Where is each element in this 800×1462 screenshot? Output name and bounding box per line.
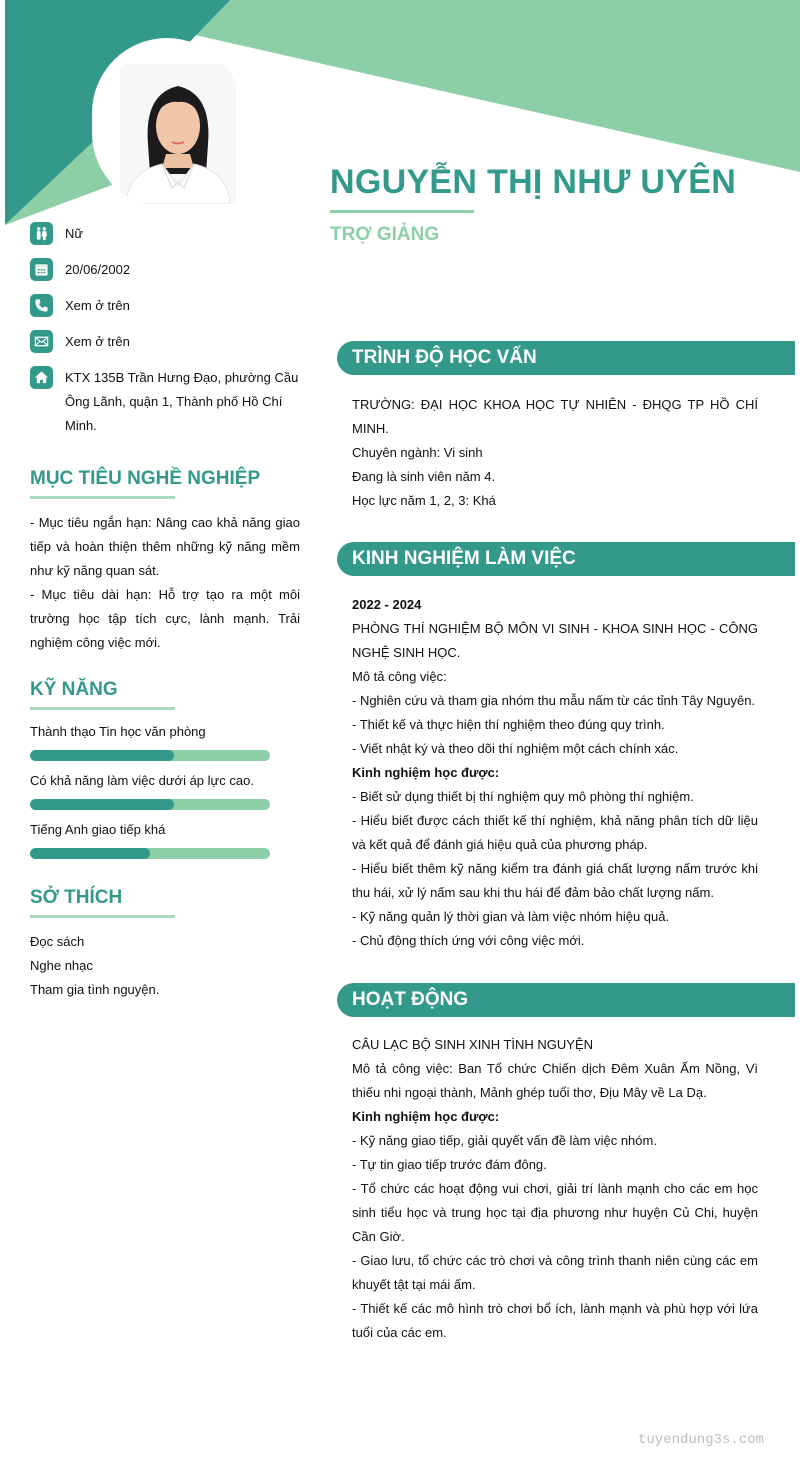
contact-phone <box>30 294 300 318</box>
experience-heading: KINH NGHIỆM LÀM VIỆC <box>337 542 795 576</box>
watermark: tuyendung3s.com <box>638 1432 765 1448</box>
contact-gender <box>30 222 300 246</box>
experience-learned-item: - Hiểu biết thêm kỹ năng kiểm tra đánh giá chất lượng nấm trước khi thu hái, xử lý nấm sau khi thu hái để đảm bảo chất lượng nấm. <box>352 861 758 900</box>
phone-value[interactable]: Xem ở trên <box>65 298 130 313</box>
experience-learned-item: - Kỹ năng quản lý thời gian và làm việc nhóm hiệu quả. <box>352 909 670 924</box>
contact-address <box>30 366 300 438</box>
skill-progress-fill <box>30 848 150 859</box>
hobby-item: Nghe nhạc <box>30 958 93 973</box>
education-line: Học lực năm 1, 2, 3: Khá <box>352 493 496 508</box>
skills-divider <box>30 707 175 710</box>
skill-progress-bar <box>30 848 270 859</box>
phone-icon <box>30 294 53 317</box>
objective-long-term: - Mục tiêu dài hạn: Hỗ trợ tạo ra một môi trường học tập tích cực, lành mạnh. Trải nghiệm công việc mới. <box>30 587 300 650</box>
experience-section <box>337 542 795 953</box>
skill-progress-bar <box>30 750 270 761</box>
home-icon <box>30 366 53 389</box>
experience-desc-label: Mô tả công việc: <box>352 669 447 684</box>
education-line: Chuyên ngành: Vi sinh <box>352 445 483 460</box>
education-heading: TRÌNH ĐỘ HỌC VẤN <box>337 341 795 375</box>
hobbies-divider <box>30 915 175 918</box>
activities-learned-item: - Giao lưu, tổ chức các trò chơi và công trình thanh niên cùng các em khuyết tật tại mái ấm. <box>352 1253 758 1292</box>
gender-icon <box>30 222 53 245</box>
experience-desc-item: - Thiết kế và thực hiện thí nghiệm theo đúng quy trình. <box>352 717 665 732</box>
skill-label: Có khả năng làm việc dưới áp lực cao. <box>30 773 254 788</box>
email-icon <box>30 330 53 353</box>
experience-learned-item: - Chủ động thích ứng với công việc mới. <box>352 933 585 948</box>
activities-learned-item: - Thiết kế các mô hình trò chơi bổ ích, lành mạnh và phù hợp với lứa tuổi của các em. <box>352 1301 758 1340</box>
activities-heading: HOẠT ĐỘNG <box>337 983 795 1017</box>
activities-learned-label: Kinh nghiệm học được: <box>352 1109 500 1124</box>
experience-desc-item: - Viết nhật ký và theo dõi thí nghiệm một cách chính xác. <box>352 741 679 756</box>
hobbies-heading: SỞ THÍCH <box>30 887 123 908</box>
address-value: KTX 135B Trần Hưng Đạo, phường Cầu Ông Lãnh, quận 1, Thành phố Hồ Chí Minh. <box>65 370 299 433</box>
skill-item <box>30 820 300 859</box>
skill-progress-fill <box>30 750 174 761</box>
experience-learned-label: Kinh nghiệm học được: <box>352 765 500 780</box>
gender-value: Nữ <box>65 226 84 241</box>
activities-learned-item: - Tổ chức các hoạt động vui chơi, giải trí lành mạnh cho các em học sinh tiểu học và trung học tại địa phương như huyện Củ Chi, huyện Cần Giờ. <box>352 1181 758 1244</box>
objective-divider <box>30 496 175 499</box>
experience-desc-item: - Nghiên cứu và tham gia nhóm thu mẫu nấm từ các tỉnh Tây Nguyên. <box>352 693 756 708</box>
skill-item <box>30 722 300 761</box>
left-column <box>30 222 300 1002</box>
experience-period: 2022 - 2024 <box>352 597 422 612</box>
skill-label: Thành thạo Tin học văn phòng <box>30 724 206 739</box>
activities-org: CÂU LẠC BỘ SINH XINH TÌNH NGUYỆN <box>352 1037 594 1052</box>
skill-label: Tiếng Anh giao tiếp khá <box>30 822 166 837</box>
objective-short-term: - Mục tiêu ngắn hạn: Nâng cao khả năng giao tiếp và hoàn thiện thêm những kỹ năng mềm như kỹ năng quan sát. <box>30 515 300 578</box>
skill-progress-fill <box>30 799 174 810</box>
education-section <box>337 341 795 513</box>
birthdate-value: 20/06/2002 <box>65 262 131 277</box>
name-divider <box>330 210 474 213</box>
hobby-item: Tham gia tình nguyện. <box>30 982 160 997</box>
avatar <box>92 38 242 208</box>
activities-section <box>337 983 795 1345</box>
email-value[interactable]: Xem ở trên <box>65 334 130 349</box>
skill-item <box>30 771 300 810</box>
calendar-icon <box>30 258 53 281</box>
activities-desc: Mô tả công việc: Ban Tổ chức Chiến dịch Đêm Xuân Ấm Nồng, Vì thiếu nhi ngoại thành, Mảnh ghép tuổi thơ, Địu Mây về La Dạ. <box>352 1061 758 1100</box>
candidate-name: NGUYỄN THỊ NHƯ UYÊN <box>330 163 737 201</box>
education-line: Đang là sinh viên năm 4. <box>352 469 496 484</box>
activities-learned-item: - Kỹ năng giao tiếp, giải quyết vấn đề làm việc nhóm. <box>352 1133 657 1148</box>
experience-learned-item: - Biết sử dụng thiết bị thí nghiệm quy mô phòng thí nghiệm. <box>352 789 694 804</box>
contact-email <box>30 330 300 354</box>
education-school: TRƯỜNG: ĐẠI HỌC KHOA HỌC TỰ NHIÊN - ĐHQG TP HỒ CHÍ MINH. <box>352 397 758 436</box>
objective-heading: MỤC TIÊU NGHỀ NGHIỆP <box>30 468 261 489</box>
contact-birthdate <box>30 258 300 282</box>
job-title: TRỢ GIẢNG <box>330 224 440 245</box>
activities-learned-item: - Tự tin giao tiếp trước đám đông. <box>352 1157 547 1172</box>
skill-progress-bar <box>30 799 270 810</box>
hobby-item: Đọc sách <box>30 934 85 949</box>
profile-photo <box>120 64 236 204</box>
skills-heading: KỸ NĂNG <box>30 679 118 700</box>
experience-org: PHÒNG THÍ NGHIỆM BỘ MÔN VI SINH - KHOA SINH HỌC - CÔNG NGHỆ SINH HỌC. <box>352 621 758 660</box>
experience-learned-item: - Hiểu biết được cách thiết kế thí nghiệm, khả năng phân tích dữ liệu và kết quả để đánh giá hiệu quả của phương pháp. <box>352 813 758 852</box>
